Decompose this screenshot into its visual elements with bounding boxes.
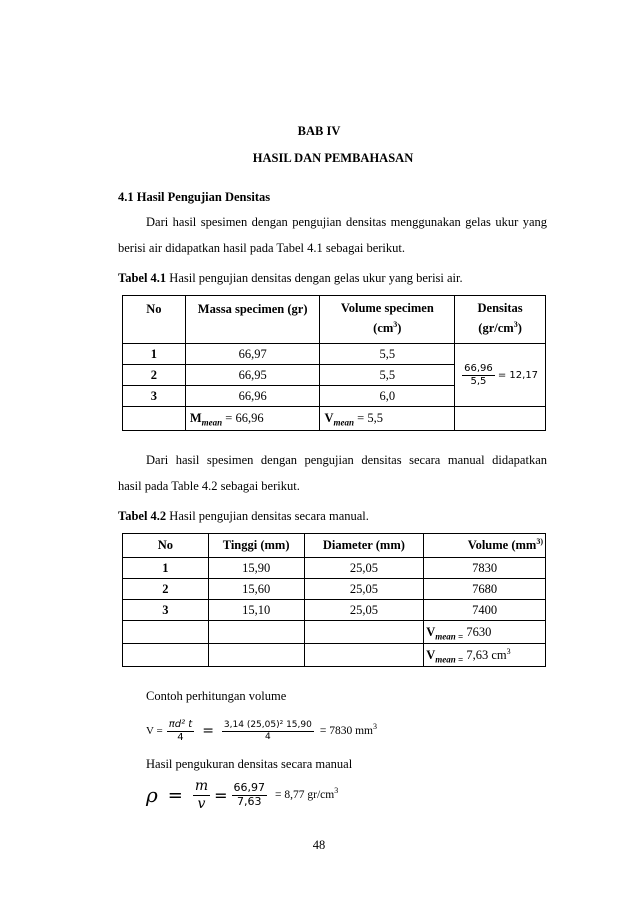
v-mean-1-subscript: mean = bbox=[435, 631, 464, 641]
table-1-cell-volume: 5,5 bbox=[320, 344, 455, 365]
v-mean-1-label: V bbox=[426, 624, 436, 639]
table-1-mean-row bbox=[123, 407, 546, 431]
table-row bbox=[123, 600, 546, 621]
table-2-caption-text: Hasil pengujian densitas secara manual. bbox=[166, 509, 369, 523]
table-row bbox=[123, 579, 546, 600]
table-2-header-diameter: Diameter (mm) bbox=[304, 534, 424, 558]
table-2-cell-diameter: 25,05 bbox=[304, 600, 424, 621]
table-2-header-volume-text: Volume (mm bbox=[467, 538, 537, 552]
density-formula-result-sup: 3 bbox=[334, 786, 339, 796]
v-mean-label: V bbox=[324, 411, 334, 425]
v-mean-2-sup: 3 bbox=[506, 646, 511, 656]
table-1-header-no: No bbox=[123, 296, 186, 344]
density-formula-fraction-1-den: v bbox=[197, 795, 206, 812]
chapter-number: BAB IV bbox=[297, 124, 341, 138]
table-2-empty-cell bbox=[208, 621, 304, 644]
density-formula-equals: = bbox=[167, 784, 183, 806]
volume-formula-result-text: = 7830 mm bbox=[319, 725, 373, 737]
table-2-header-tinggi: Tinggi (mm) bbox=[208, 534, 304, 558]
table-2-caption bbox=[118, 509, 369, 524]
volume-formula-equals: = bbox=[202, 723, 214, 739]
volume-formula-fraction-2-num: 3,14 (25,05)² 15,90 bbox=[223, 720, 312, 731]
v-mean-2-subscript: mean = bbox=[435, 654, 464, 664]
table-2-cell-volume: 7400 bbox=[424, 600, 546, 621]
table-2-cell-no: 2 bbox=[123, 579, 209, 600]
table-1-v-mean bbox=[320, 407, 455, 431]
paragraph-1-line-1: Dari hasil spesimen dengan pengujian densitas menggunakan gelas ukur yang bbox=[146, 215, 547, 229]
table-2 bbox=[122, 533, 546, 667]
table-2-v-mean-2 bbox=[424, 644, 546, 667]
table-2-empty-cell bbox=[208, 644, 304, 667]
densitas-result: = 12,17 bbox=[497, 369, 539, 381]
table-1-cell-massa: 66,97 bbox=[185, 344, 320, 365]
table-1-cell-volume: 6,0 bbox=[320, 386, 455, 407]
paragraph-2-line-2: hasil pada Table 4.2 sebagai berikut. bbox=[118, 479, 300, 493]
table-1-mean-empty bbox=[123, 407, 186, 431]
table-1-header-densitas-unit bbox=[455, 316, 545, 340]
density-formula-result-text: = 8,77 gr/cm bbox=[275, 789, 335, 801]
table-1-header-densitas-title: Densitas bbox=[477, 301, 523, 315]
table-2-empty-cell bbox=[304, 621, 424, 644]
table-1-cell-no: 1 bbox=[123, 344, 186, 365]
table-1-header-volume-unit-text: (cm bbox=[373, 321, 394, 335]
table-2-header-no: No bbox=[123, 534, 209, 558]
table-row bbox=[123, 558, 546, 579]
density-calc-title: Hasil pengukuran densitas secara manual bbox=[146, 757, 353, 771]
density-formula-fraction-2-num: 66,97 bbox=[233, 780, 266, 794]
table-2-caption-label: Tabel 4.2 bbox=[118, 509, 167, 523]
chapter-title: HASIL DAN PEMBAHASAN bbox=[252, 151, 414, 165]
table-1-mean-densitas-empty bbox=[455, 407, 546, 431]
page-number: 48 bbox=[312, 838, 326, 852]
table-2-cell-diameter: 25,05 bbox=[304, 579, 424, 600]
density-formula bbox=[146, 776, 338, 814]
table-1-cell-densitas bbox=[455, 344, 546, 407]
table-1-header-volume-title: Volume specimen bbox=[340, 301, 434, 315]
table-1-cell-volume: 5,5 bbox=[320, 365, 455, 386]
density-formula-fraction-1-num: m bbox=[194, 778, 209, 795]
volume-formula-fraction-2-den: 4 bbox=[265, 731, 271, 742]
density-formula-result bbox=[275, 786, 339, 801]
table-2-cell-volume: 7830 bbox=[424, 558, 546, 579]
table-2-v-mean-1 bbox=[424, 621, 546, 644]
table-1-caption-text: Hasil pengujian densitas dengan gelas ukur yang berisi air. bbox=[166, 271, 463, 285]
table-2-cell-no: 1 bbox=[123, 558, 209, 579]
volume-formula-fraction-2 bbox=[222, 720, 314, 742]
m-mean-label: M bbox=[189, 411, 202, 425]
volume-formula-fraction-1-num: πd² t bbox=[168, 719, 193, 730]
table-1 bbox=[122, 295, 546, 431]
table-1-cell-no: 3 bbox=[123, 386, 186, 407]
density-formula-fraction-2 bbox=[232, 782, 268, 808]
table-2-empty-cell bbox=[123, 621, 209, 644]
v-mean-value: = 5,5 bbox=[354, 411, 383, 425]
density-formula-fraction-1 bbox=[193, 778, 210, 811]
table-1-header-densitas-close: ) bbox=[517, 321, 522, 335]
densitas-fraction-denominator: 5,5 bbox=[470, 375, 487, 387]
m-mean-value: = 66,96 bbox=[222, 411, 264, 425]
densitas-fraction bbox=[462, 363, 495, 387]
table-2-cell-volume: 7680 bbox=[424, 579, 546, 600]
table-1-header-volume-close: ) bbox=[397, 321, 402, 335]
paragraph-1-line-2: berisi air didapatkan hasil pada Tabel 4.1 sebagai berikut. bbox=[118, 241, 405, 255]
table-2-empty-cell bbox=[304, 644, 424, 667]
table-2-mean-row-1 bbox=[123, 621, 546, 644]
table-2-cell-tinggi: 15,10 bbox=[208, 600, 304, 621]
table-1-cell-massa: 66,96 bbox=[185, 386, 320, 407]
m-mean-subscript: mean bbox=[201, 417, 223, 428]
table-1-caption-label: Tabel 4.1 bbox=[118, 271, 167, 285]
paragraph-2-line-1: Dari hasil spesimen dengan pengujian densitas secara manual didapatkan bbox=[146, 453, 547, 467]
table-1-caption bbox=[118, 271, 463, 286]
density-formula-equals-2: = bbox=[214, 785, 228, 805]
densitas-fraction-numerator: 66,96 bbox=[464, 363, 493, 374]
table-row bbox=[123, 344, 546, 365]
v-mean-2-label: V bbox=[426, 647, 436, 662]
table-2-header-row bbox=[123, 534, 546, 558]
volume-formula-fraction-1-den: 4 bbox=[177, 731, 184, 743]
table-2-header-volume bbox=[424, 534, 546, 558]
volume-formula-label: V = bbox=[146, 725, 163, 737]
density-formula-fraction-2-den: 7,63 bbox=[237, 794, 262, 808]
table-2-cell-tinggi: 15,90 bbox=[208, 558, 304, 579]
section-heading: 4.1 Hasil Pengujian Densitas bbox=[118, 190, 271, 204]
table-1-header-massa: Massa specimen (gr) bbox=[185, 296, 320, 344]
table-1-header-densitas bbox=[455, 296, 546, 344]
table-1-header-row bbox=[123, 296, 546, 344]
table-1-header-volume bbox=[320, 296, 455, 344]
volume-calc-title: Contoh perhitungan volume bbox=[146, 689, 287, 703]
table-2-empty-cell bbox=[123, 644, 209, 667]
table-2-header-volume-sup: 3) bbox=[536, 536, 543, 546]
table-1-header-densitas-unit-text: (gr/cm bbox=[478, 321, 514, 335]
table-2-cell-tinggi: 15,60 bbox=[208, 579, 304, 600]
v-mean-2-value: 7,63 cm bbox=[463, 647, 507, 662]
table-1-cell-no: 2 bbox=[123, 365, 186, 386]
table-1-m-mean bbox=[185, 407, 320, 431]
table-1-header-volume-sup: 3 bbox=[393, 319, 398, 329]
v-mean-subscript: mean bbox=[333, 417, 355, 428]
table-1-cell-massa: 66,95 bbox=[185, 365, 320, 386]
volume-formula-fraction-1 bbox=[167, 719, 194, 743]
table-2-cell-no: 3 bbox=[123, 600, 209, 621]
density-formula-rho: ρ bbox=[146, 783, 158, 807]
table-1-header-densitas-sup: 3 bbox=[513, 319, 518, 329]
table-2-mean-row-2 bbox=[123, 644, 546, 667]
volume-formula bbox=[146, 715, 377, 747]
volume-formula-result-sup: 3 bbox=[372, 722, 377, 732]
volume-formula-result bbox=[319, 722, 377, 737]
v-mean-1-value: 7630 bbox=[463, 624, 492, 639]
table-2-cell-diameter: 25,05 bbox=[304, 558, 424, 579]
